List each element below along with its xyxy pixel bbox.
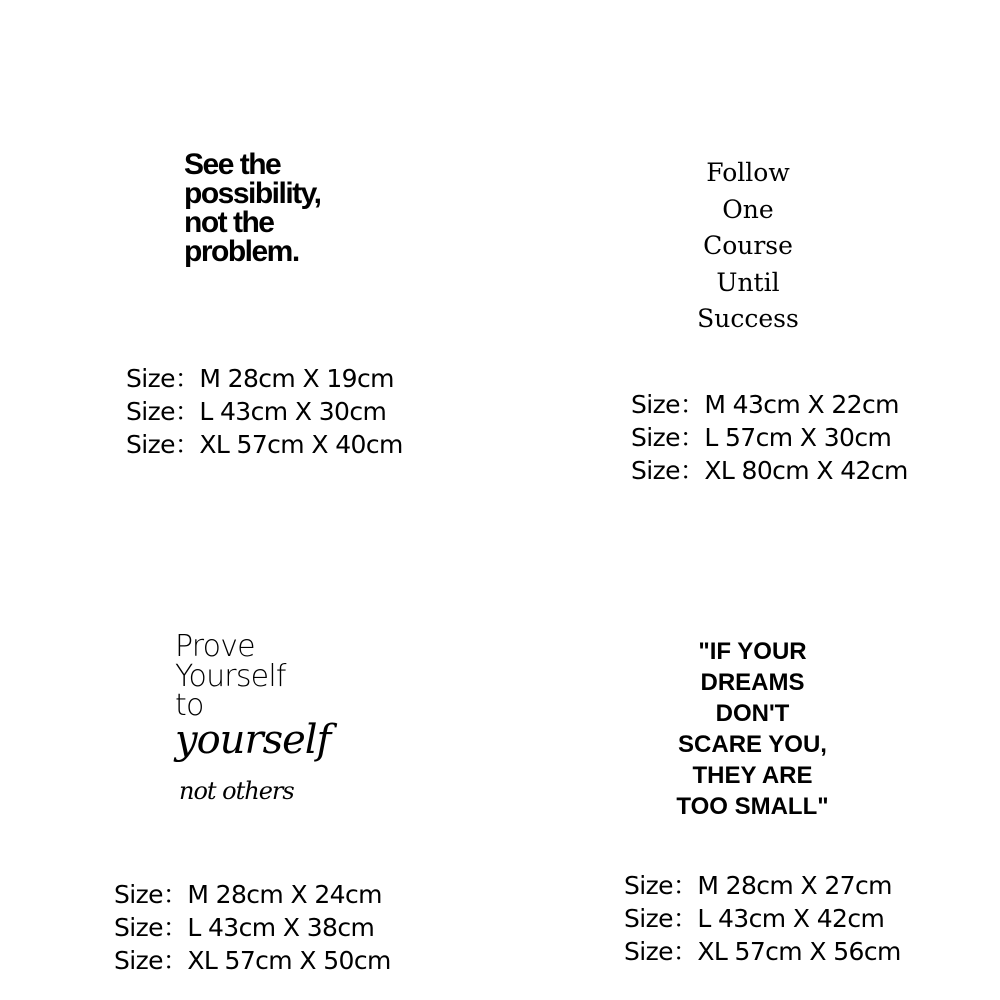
quote-decal-3 bbox=[165, 630, 345, 815]
quote-line: See the bbox=[184, 148, 281, 181]
size-option-xl: Size：XL 57cm X 50cm bbox=[114, 946, 391, 975]
size-list-1 bbox=[126, 362, 403, 461]
quote-line: to bbox=[175, 688, 204, 723]
quote-line: DREAMS bbox=[700, 669, 805, 696]
quote-line: Prove bbox=[175, 629, 255, 664]
size-list-4 bbox=[624, 869, 901, 968]
size-option-xl: Size：XL 57cm X 56cm bbox=[624, 937, 901, 966]
size-option-m: Size：M 28cm X 27cm bbox=[624, 871, 892, 900]
quote-line: THEY ARE bbox=[692, 762, 813, 789]
quote-line: Success bbox=[697, 304, 799, 333]
quote-line: TOO SMALL" bbox=[676, 793, 829, 820]
quote-line: not the bbox=[184, 206, 274, 239]
quote-line: Until bbox=[716, 267, 780, 297]
size-option-m: Size：M 28cm X 19cm bbox=[126, 364, 394, 393]
size-option-l: Size：L 43cm X 30cm bbox=[126, 397, 387, 426]
quote-script-line: yourself bbox=[175, 717, 331, 763]
quote-line: possibility, bbox=[184, 177, 321, 210]
size-option-m: Size：M 43cm X 22cm bbox=[631, 390, 899, 419]
quote-line: DON'T bbox=[715, 700, 790, 727]
quote-line: SCARE YOU, bbox=[678, 731, 827, 758]
quote-line: problem. bbox=[184, 235, 299, 268]
size-option-l: Size：L 57cm X 30cm bbox=[631, 423, 892, 452]
quote-decal-4 bbox=[650, 636, 855, 822]
quote-line: "IF YOUR bbox=[698, 638, 807, 665]
quote-script-line: not others bbox=[179, 777, 294, 805]
quote-decal-2 bbox=[688, 155, 808, 338]
size-list-3 bbox=[114, 878, 391, 977]
size-list-2 bbox=[631, 388, 908, 487]
size-option-l: Size：L 43cm X 38cm bbox=[114, 913, 375, 942]
quote-line: Follow bbox=[706, 158, 790, 187]
size-option-l: Size：L 43cm X 42cm bbox=[624, 904, 885, 933]
size-option-xl: Size：XL 80cm X 42cm bbox=[631, 456, 908, 485]
quote-line: Yourself bbox=[175, 659, 286, 694]
size-option-xl: Size：XL 57cm X 40cm bbox=[126, 430, 403, 459]
quote-decal-1 bbox=[184, 150, 320, 266]
quote-line: Course bbox=[703, 231, 793, 260]
quote-line: One bbox=[722, 194, 774, 224]
size-option-m: Size：M 28cm X 24cm bbox=[114, 880, 382, 909]
